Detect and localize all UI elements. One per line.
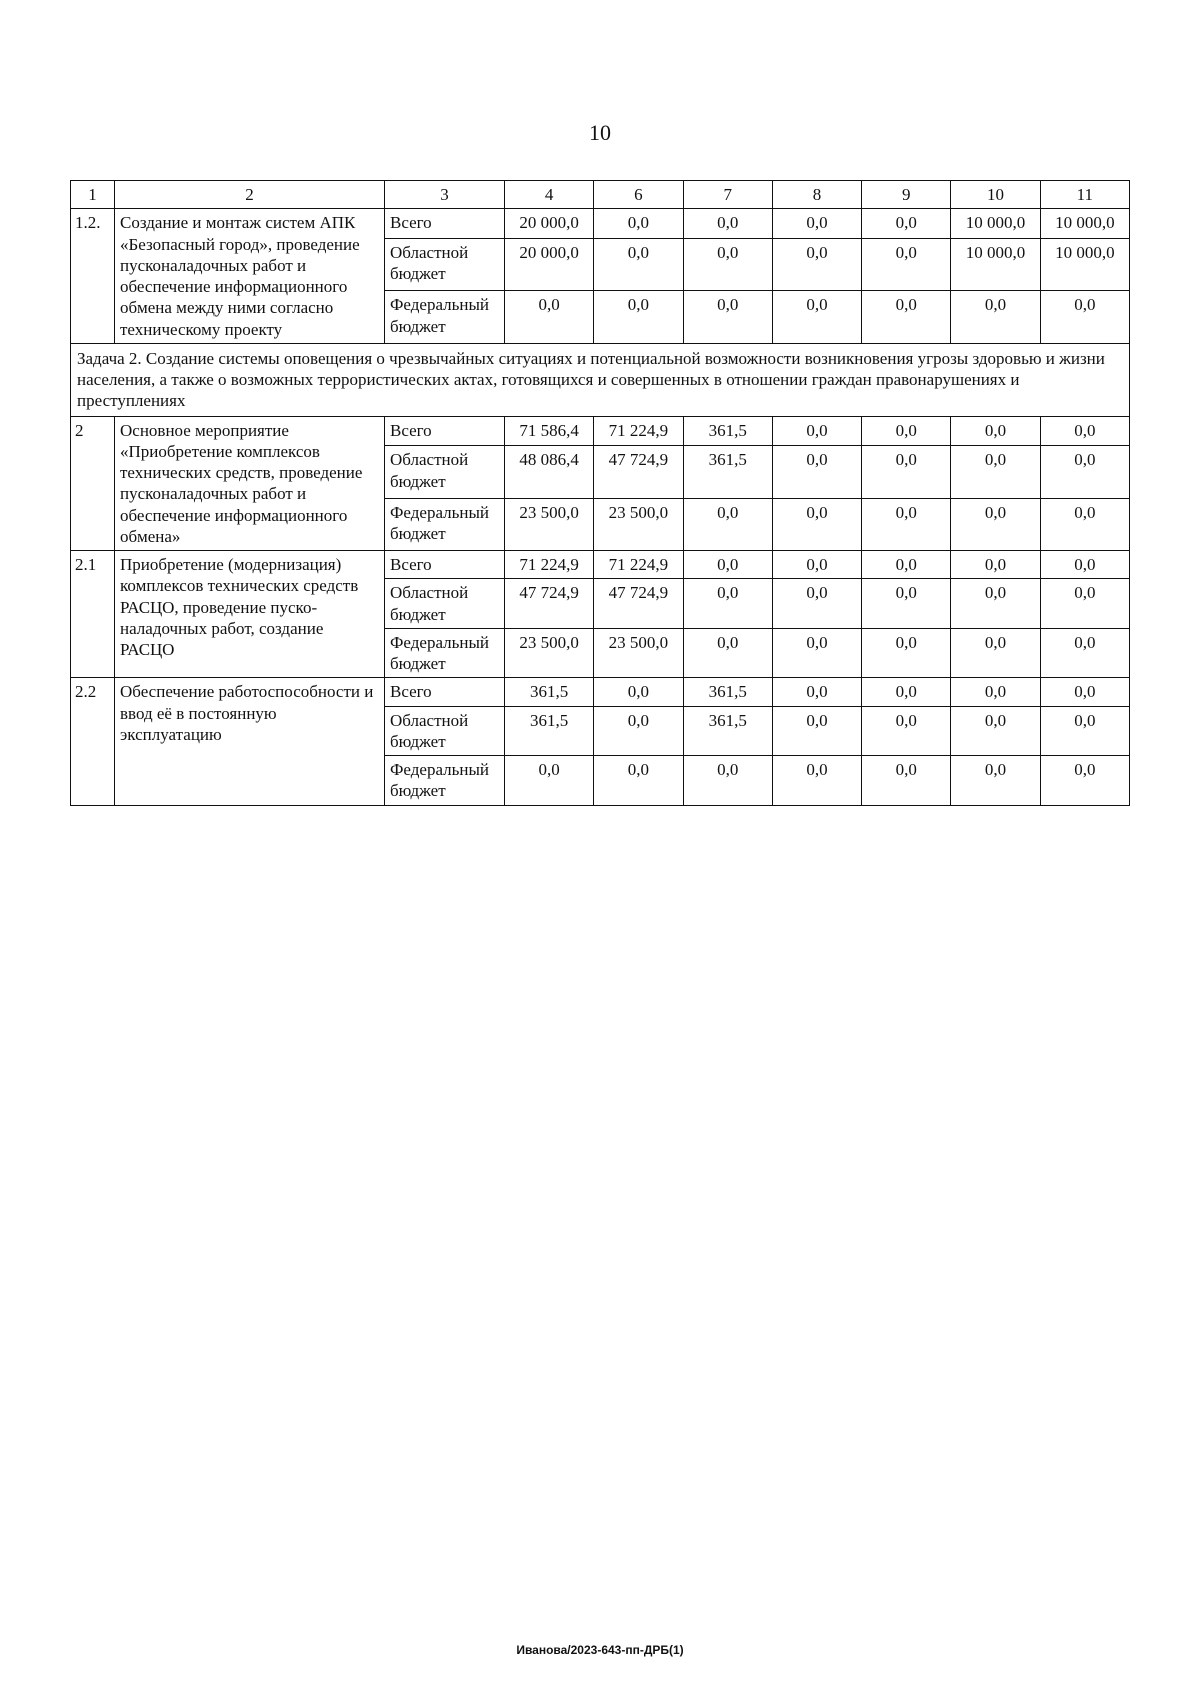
amount-cell: 0,0 [862,446,951,498]
funding-source: Областной бюджет [385,239,505,291]
amount-cell: 10 000,0 [1040,209,1129,239]
amount-cell: 0,0 [862,239,951,291]
amount-cell: 0,0 [951,291,1040,343]
amount-cell: 0,0 [683,239,772,291]
amount-cell: 0,0 [951,678,1040,706]
amount-cell: 23 500,0 [594,628,683,678]
amount-cell: 0,0 [862,579,951,629]
amount-cell: 0,0 [772,209,861,239]
amount-cell: 0,0 [951,498,1040,550]
amount-cell: 23 500,0 [505,628,594,678]
amount-cell: 0,0 [772,756,861,806]
funding-source: Федеральный бюджет [385,756,505,806]
amount-cell: 0,0 [683,756,772,806]
amount-cell: 47 724,9 [505,579,594,629]
funding-source: Всего [385,678,505,706]
header-row [71,181,1130,209]
amount-cell: 0,0 [772,551,861,579]
amount-cell: 0,0 [772,678,861,706]
column-header: 9 [862,181,951,209]
column-header: 8 [772,181,861,209]
column-header: 2 [115,181,385,209]
amount-cell: 0,0 [772,416,861,446]
amount-cell: 0,0 [594,291,683,343]
amount-cell: 0,0 [683,551,772,579]
item-name: Приобретение (модернизация) комплексов технических средств РАСЦО, проведение пуско-наладочных работ, создание РАСЦО [115,551,385,678]
amount-cell: 0,0 [772,498,861,550]
budget-table [70,180,1130,806]
amount-cell: 47 724,9 [594,446,683,498]
amount-cell: 71 224,9 [594,416,683,446]
amount-cell: 0,0 [683,579,772,629]
amount-cell: 20 000,0 [505,239,594,291]
amount-cell: 0,0 [862,416,951,446]
item-code: 2.1 [71,551,115,678]
amount-cell: 0,0 [772,628,861,678]
amount-cell: 0,0 [862,628,951,678]
funding-source: Областной бюджет [385,579,505,629]
funding-source: Областной бюджет [385,706,505,756]
amount-cell: 0,0 [1040,579,1129,629]
amount-cell: 0,0 [772,446,861,498]
amount-cell: 0,0 [594,209,683,239]
item-name: Создание и монтаж систем АПК «Безопасный город», проведение пусконаладочных работ и обеспечение информационного обмена между ними согласно техническому проекту [115,209,385,344]
item-name: Обеспечение работоспособности и ввод её в постоянную эксплуатацию [115,678,385,805]
task-row [71,343,1130,416]
amount-cell: 0,0 [505,756,594,806]
column-header: 6 [594,181,683,209]
amount-cell: 0,0 [594,678,683,706]
funding-source: Федеральный бюджет [385,498,505,550]
amount-cell: 0,0 [862,291,951,343]
amount-cell: 0,0 [1040,628,1129,678]
task-description: Задача 2. Создание системы оповещения о чрезвычайных ситуациях и потенциальной возможности возникновения угрозы здоровью и жизни населения, а также о возможных террористических актах, готовящихся и совершенных в отношении граждан правонарушениях и преступлениях [71,343,1130,416]
funding-source: Всего [385,551,505,579]
amount-cell: 23 500,0 [594,498,683,550]
funding-source: Федеральный бюджет [385,628,505,678]
amount-cell: 0,0 [683,209,772,239]
amount-cell: 10 000,0 [951,209,1040,239]
item-code: 2.2 [71,678,115,805]
amount-cell: 0,0 [951,579,1040,629]
amount-cell: 0,0 [683,498,772,550]
amount-cell: 0,0 [1040,756,1129,806]
amount-cell: 23 500,0 [505,498,594,550]
amount-cell: 0,0 [862,551,951,579]
amount-cell: 0,0 [951,706,1040,756]
amount-cell: 361,5 [683,706,772,756]
amount-cell: 0,0 [862,706,951,756]
amount-cell: 47 724,9 [594,579,683,629]
amount-cell: 10 000,0 [951,239,1040,291]
amount-cell: 0,0 [772,706,861,756]
table-body [71,209,1130,805]
funding-source: Областной бюджет [385,446,505,498]
amount-cell: 0,0 [772,239,861,291]
amount-cell: 0,0 [951,416,1040,446]
amount-cell: 0,0 [862,756,951,806]
amount-cell: 0,0 [594,756,683,806]
page-number: 10 [589,120,611,145]
table-row [71,209,1130,239]
amount-cell: 0,0 [1040,551,1129,579]
funding-source: Всего [385,209,505,239]
amount-cell: 0,0 [772,579,861,629]
amount-cell: 0,0 [683,291,772,343]
amount-cell: 71 586,4 [505,416,594,446]
amount-cell: 0,0 [862,678,951,706]
table-row [71,678,1130,706]
amount-cell: 361,5 [505,678,594,706]
column-header: 4 [505,181,594,209]
amount-cell: 0,0 [951,551,1040,579]
amount-cell: 361,5 [683,678,772,706]
amount-cell: 0,0 [1040,706,1129,756]
amount-cell: 0,0 [862,209,951,239]
column-header: 7 [683,181,772,209]
column-header: 3 [385,181,505,209]
amount-cell: 361,5 [505,706,594,756]
amount-cell: 0,0 [683,628,772,678]
amount-cell: 71 224,9 [594,551,683,579]
funding-source: Федеральный бюджет [385,291,505,343]
item-name: Основное мероприятие «Приобретение комплексов технических средств, проведение пусконаладочных работ и обеспечение информационного обмена» [115,416,385,551]
amount-cell: 0,0 [951,756,1040,806]
amount-cell: 0,0 [951,628,1040,678]
amount-cell: 20 000,0 [505,209,594,239]
amount-cell: 10 000,0 [1040,239,1129,291]
amount-cell: 0,0 [951,446,1040,498]
amount-cell: 0,0 [862,498,951,550]
item-code: 1.2. [71,209,115,344]
table-row [71,551,1130,579]
amount-cell: 71 224,9 [505,551,594,579]
amount-cell: 0,0 [1040,678,1129,706]
amount-cell: 0,0 [594,239,683,291]
document-footer: Иванова/2023-643-пп-ДРБ(1) [516,1643,684,1657]
amount-cell: 0,0 [772,291,861,343]
table-row [71,416,1130,446]
column-header: 11 [1040,181,1129,209]
column-header: 1 [71,181,115,209]
amount-cell: 361,5 [683,446,772,498]
item-code: 2 [71,416,115,551]
amount-cell: 0,0 [1040,498,1129,550]
amount-cell: 0,0 [1040,291,1129,343]
amount-cell: 0,0 [505,291,594,343]
amount-cell: 361,5 [683,416,772,446]
funding-source: Всего [385,416,505,446]
amount-cell: 0,0 [1040,446,1129,498]
budget-table-container [70,180,1130,806]
amount-cell: 0,0 [1040,416,1129,446]
amount-cell: 48 086,4 [505,446,594,498]
amount-cell: 0,0 [594,706,683,756]
column-header: 10 [951,181,1040,209]
